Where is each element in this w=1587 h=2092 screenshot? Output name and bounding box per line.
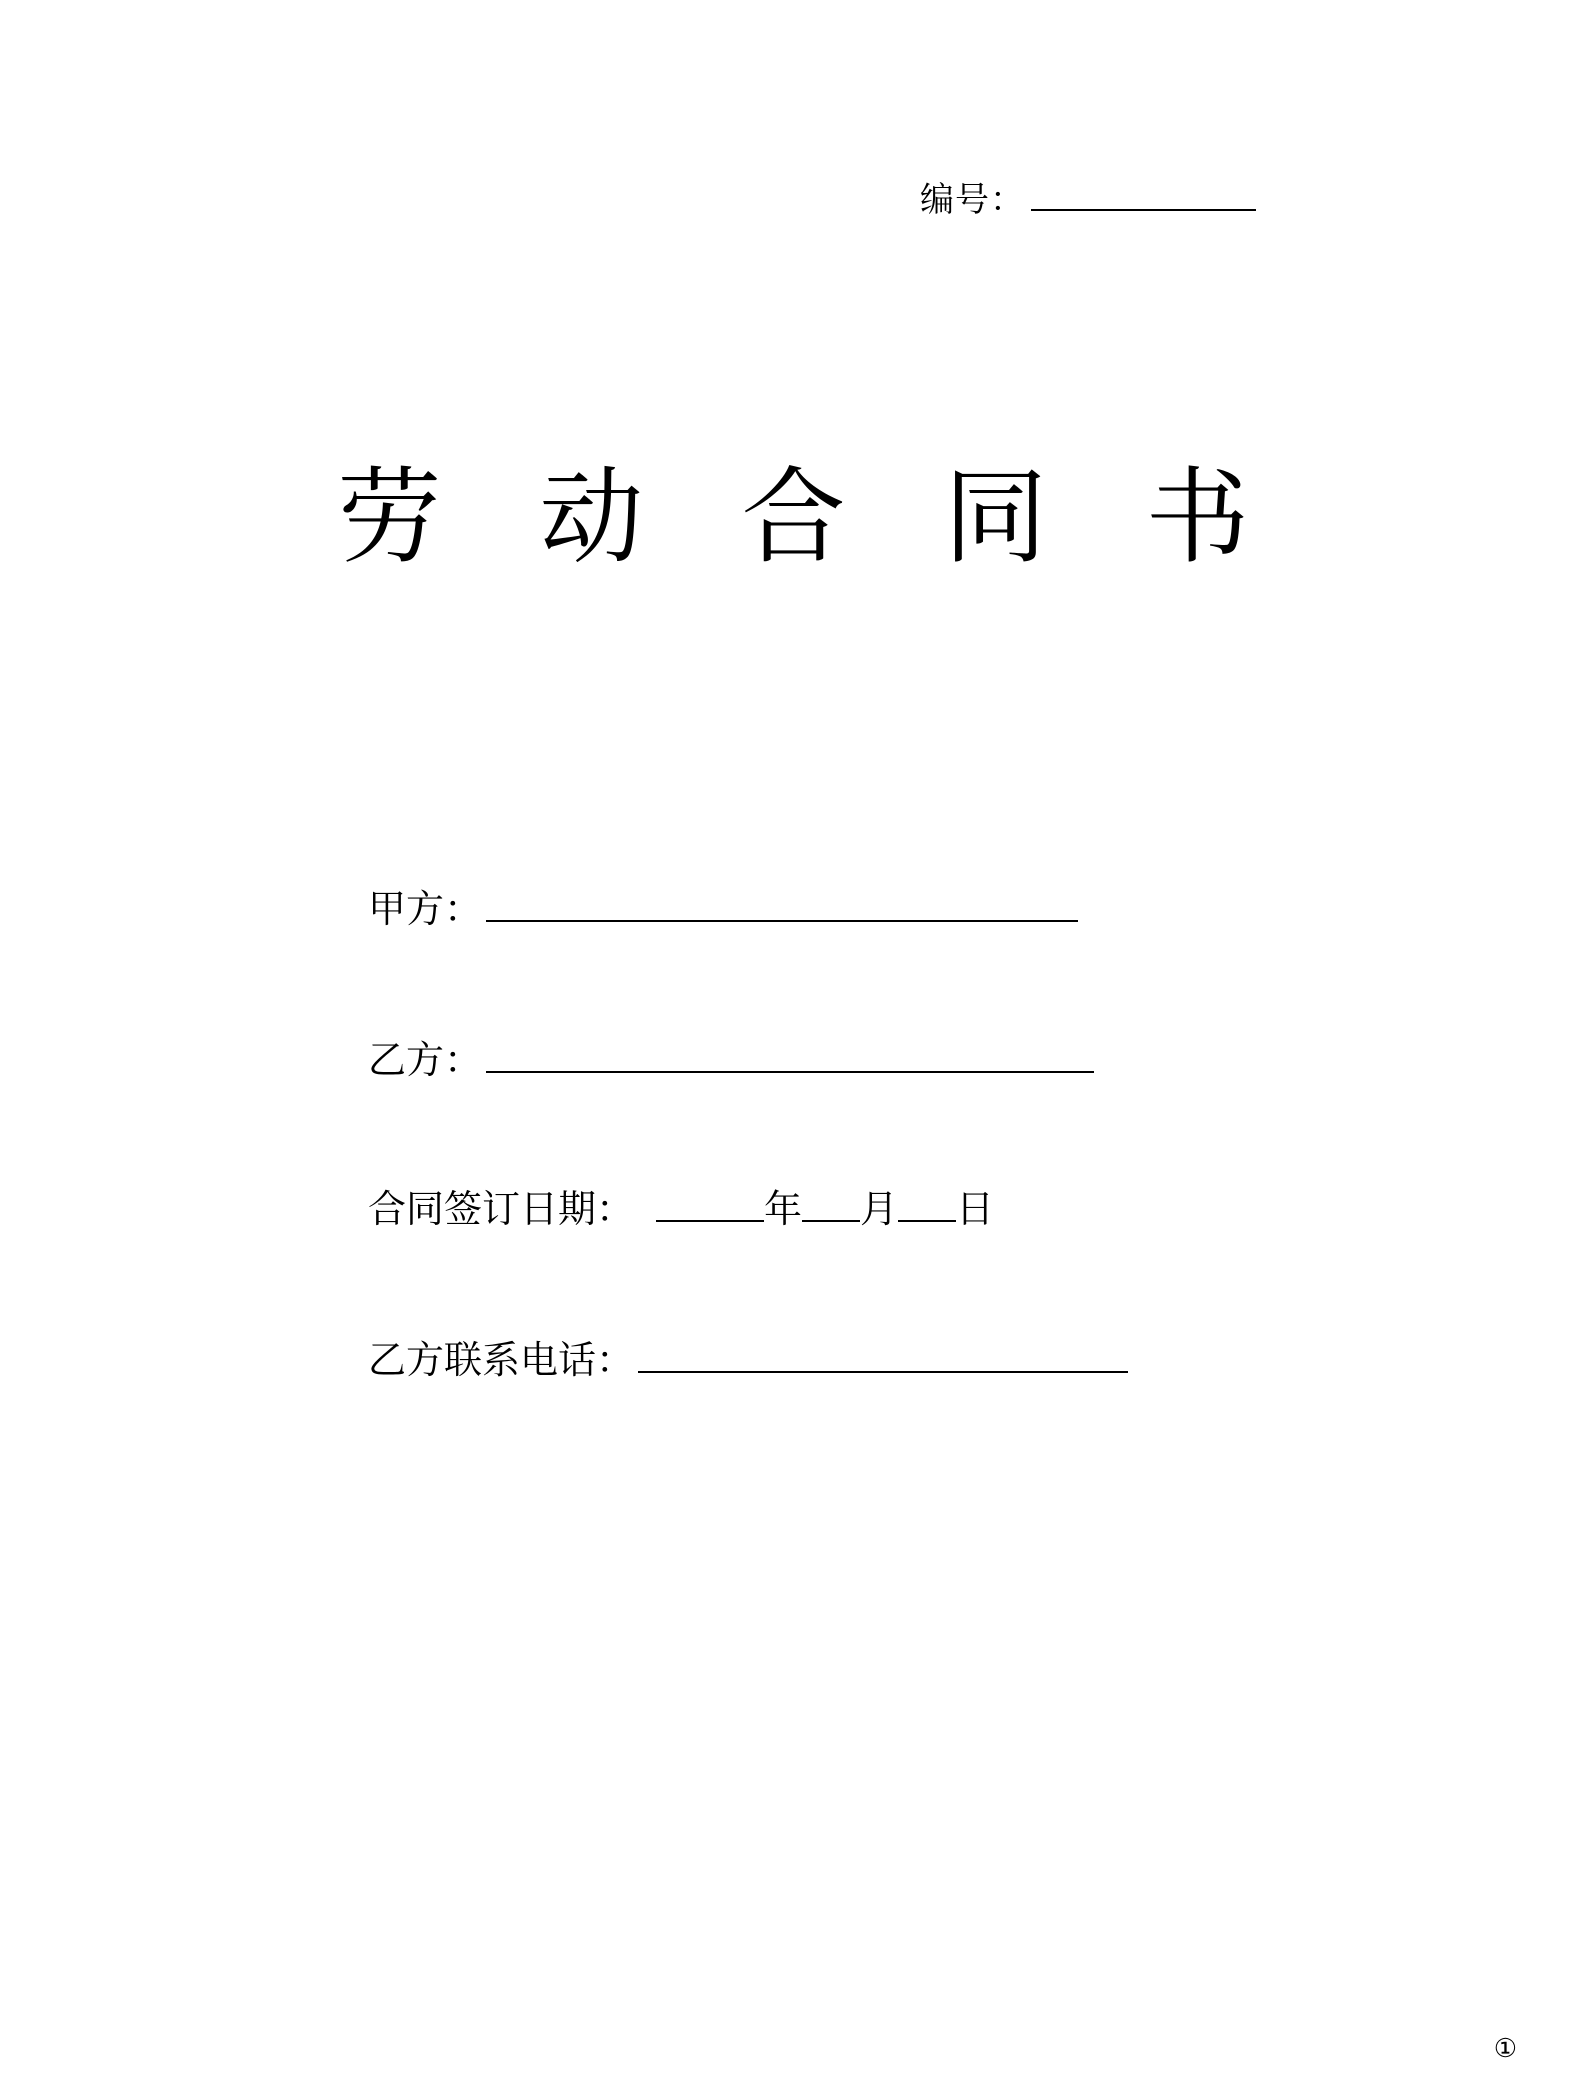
sign-date-row [368, 1190, 1268, 1229]
party-b-input[interactable] [486, 1039, 1094, 1073]
party-a-input[interactable] [486, 888, 1078, 922]
sign-date-year-unit: 年 [764, 1189, 803, 1231]
sign-date-month-input[interactable] [802, 1190, 860, 1222]
contract-fields [368, 888, 1268, 1380]
party-b-row [368, 1039, 1268, 1080]
sign-date-day-unit: 日 [956, 1189, 995, 1231]
party-b-label: 乙方： [368, 1040, 483, 1082]
document-number-input[interactable] [1031, 179, 1256, 211]
party-b-phone-row [368, 1339, 1268, 1380]
document-number-field [920, 172, 1256, 221]
document-number-label: 编号： [920, 182, 1025, 219]
party-a-row [368, 888, 1268, 929]
party-a-label: 甲方： [368, 889, 483, 931]
sign-date-year-input[interactable] [656, 1190, 764, 1222]
page-number-mark: ① [1493, 2034, 1517, 2063]
party-b-phone-input[interactable] [638, 1339, 1128, 1373]
page-title: 劳 动 合 同 书 [337, 461, 1286, 576]
sign-date-day-input[interactable] [898, 1190, 956, 1222]
party-b-phone-label: 乙方联系电话： [368, 1340, 635, 1382]
sign-date-month-unit: 月 [860, 1189, 899, 1231]
sign-date-label: 合同签订日期： [368, 1189, 635, 1231]
